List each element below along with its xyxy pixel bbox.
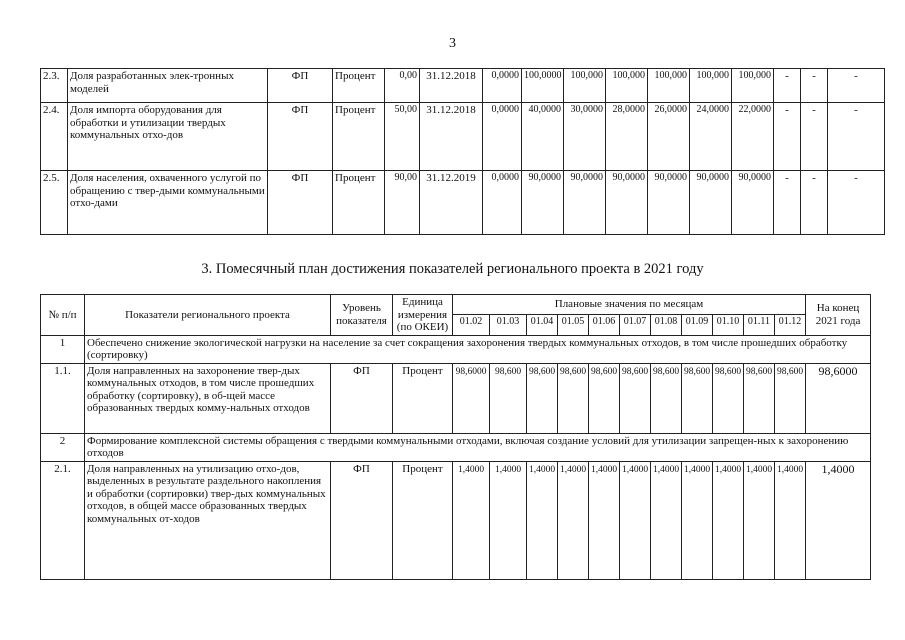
month-value: 1,4000 xyxy=(589,461,620,579)
month-value: 98,600 xyxy=(527,363,558,433)
value-cell: 0,0000 xyxy=(483,103,522,171)
base-value: 0,00 xyxy=(385,69,420,103)
indicator-unit: Процент xyxy=(393,461,453,579)
value-cell: 22,0000 xyxy=(732,103,774,171)
month-value: 1,4000 xyxy=(527,461,558,579)
month-value: 1,4000 xyxy=(775,461,806,579)
value-cell: 100,000 xyxy=(564,69,606,103)
value-cell: 90,0000 xyxy=(522,171,564,235)
indicator-level: ФП xyxy=(268,171,333,235)
base-date: 31.12.2019 xyxy=(420,171,483,235)
indicator-name: Доля импорта оборудования для обработки и утилизации твердых коммунальных отхо-дов xyxy=(68,103,268,171)
empty-value-cell: - xyxy=(774,171,801,235)
value-cell: 0,0000 xyxy=(483,171,522,235)
indicator-level: ФП xyxy=(268,103,333,171)
header-level: Уровень показателя xyxy=(331,295,393,336)
header-num: № п/п xyxy=(41,295,85,336)
indicator-unit: Процент xyxy=(333,69,385,103)
base-value: 90,00 xyxy=(385,171,420,235)
empty-value-cell: - xyxy=(801,69,828,103)
base-date: 31.12.2018 xyxy=(420,69,483,103)
header-unit: Единица измерения (по ОКЕИ) xyxy=(393,295,453,336)
value-cell: 100,000 xyxy=(606,69,648,103)
month-value: 98,6000 xyxy=(453,363,490,433)
section-number: 1 xyxy=(41,335,85,363)
month-value: 98,600 xyxy=(713,363,744,433)
empty-value-cell: - xyxy=(801,171,828,235)
header-indicator: Показатели регионального проекта xyxy=(85,295,331,336)
month-value: 98,600 xyxy=(775,363,806,433)
value-cell: 30,0000 xyxy=(564,103,606,171)
indicator-name: Доля направленных на утилизацию отхо-дов, выделенных в результате раздельного накопления и обработки (сортировки) твер-дых коммунальных отходов, в общей массе образованных твердых коммунальных от-ходов xyxy=(85,461,331,579)
indicator-name: Доля разработанных элек-тронных моделей xyxy=(68,69,268,103)
month-header: 01.08 xyxy=(651,315,682,335)
month-value: 98,600 xyxy=(744,363,775,433)
month-value: 98,600 xyxy=(589,363,620,433)
empty-value-cell: - xyxy=(801,103,828,171)
month-header: 01.02 xyxy=(453,315,490,335)
base-date: 31.12.2018 xyxy=(420,103,483,171)
month-value: 1,4000 xyxy=(744,461,775,579)
empty-value-cell: - xyxy=(774,69,801,103)
month-header: 01.04 xyxy=(527,315,558,335)
end-of-year-value: 98,6000 xyxy=(806,363,871,433)
month-value: 1,4000 xyxy=(453,461,490,579)
month-value: 98,600 xyxy=(682,363,713,433)
value-cell: 100,000 xyxy=(690,69,732,103)
table-row xyxy=(41,363,871,433)
table-row xyxy=(41,103,885,171)
row-number: 2.3. xyxy=(41,69,68,103)
table-row xyxy=(41,171,885,235)
value-cell: 28,0000 xyxy=(606,103,648,171)
value-cell: 100,000 xyxy=(732,69,774,103)
value-cell: 90,0000 xyxy=(564,171,606,235)
month-value: 98,600 xyxy=(490,363,527,433)
indicator-unit: Процент xyxy=(333,103,385,171)
indicator-level: ФП xyxy=(331,363,393,433)
row-number: 2.1. xyxy=(41,461,85,579)
month-value: 1,4000 xyxy=(558,461,589,579)
month-header: 01.10 xyxy=(713,315,744,335)
empty-value-cell: - xyxy=(828,103,885,171)
base-value: 50,00 xyxy=(385,103,420,171)
end-of-year-value: 1,4000 xyxy=(806,461,871,579)
empty-value-cell: - xyxy=(828,69,885,103)
value-cell: 90,0000 xyxy=(648,171,690,235)
month-header: 01.03 xyxy=(490,315,527,335)
table-row xyxy=(41,69,885,103)
section-title-cell: Формирование комплексной системы обращения с твердыми коммунальными отходами, включая создание условий для утилизации запрещен-ных к захоронению отходов xyxy=(85,433,871,461)
empty-value-cell: - xyxy=(774,103,801,171)
indicator-name: Доля населения, охваченного услугой по обращению с твер-дыми коммунальными отхо-дами xyxy=(68,171,268,235)
month-header: 01.12 xyxy=(775,315,806,335)
row-number: 1.1. xyxy=(41,363,85,433)
header-end: На конец 2021 года xyxy=(806,295,871,336)
section-title: 3. Помесячный план достижения показателей регионального проекта в 2021 году xyxy=(201,261,704,277)
page-number: 3 xyxy=(449,36,456,51)
row-number: 2.5. xyxy=(41,171,68,235)
indicator-unit: Процент xyxy=(333,171,385,235)
value-cell: 40,0000 xyxy=(522,103,564,171)
month-value: 1,4000 xyxy=(490,461,527,579)
month-value: 1,4000 xyxy=(651,461,682,579)
indicator-unit: Процент xyxy=(393,363,453,433)
continuation-table xyxy=(40,68,885,235)
month-value: 98,600 xyxy=(620,363,651,433)
value-cell: 90,0000 xyxy=(690,171,732,235)
value-cell: 0,0000 xyxy=(483,69,522,103)
month-value: 98,600 xyxy=(558,363,589,433)
value-cell: 90,0000 xyxy=(606,171,648,235)
month-value: 1,4000 xyxy=(713,461,744,579)
indicator-level: ФП xyxy=(331,461,393,579)
section-row xyxy=(41,335,871,363)
row-number: 2.4. xyxy=(41,103,68,171)
value-cell: 100,000 xyxy=(648,69,690,103)
value-cell: 90,0000 xyxy=(732,171,774,235)
month-value: 1,4000 xyxy=(682,461,713,579)
month-header: 01.09 xyxy=(682,315,713,335)
value-cell: 24,0000 xyxy=(690,103,732,171)
month-value: 1,4000 xyxy=(620,461,651,579)
indicator-level: ФП xyxy=(268,69,333,103)
month-header: 01.11 xyxy=(744,315,775,335)
table-row xyxy=(41,461,871,579)
header-planned: Плановые значения по месяцам xyxy=(453,295,806,315)
empty-value-cell: - xyxy=(828,171,885,235)
monthly-plan-table xyxy=(40,294,871,580)
month-header: 01.05 xyxy=(558,315,589,335)
month-header: 01.06 xyxy=(589,315,620,335)
indicator-name: Доля направленных на захоронение твер-дых коммунальных отходов, в том числе прошедших обработку (сортировку), в об-щей массе образованных твердых комму-нальных отходов xyxy=(85,363,331,433)
section-number: 2 xyxy=(41,433,85,461)
month-header: 01.07 xyxy=(620,315,651,335)
section-row xyxy=(41,433,871,461)
value-cell: 100,0000 xyxy=(522,69,564,103)
section-title-cell: Обеспечено снижение экологической нагрузки на население за счет сокращения захоронения твердых коммунальных отходов, в том числе прошедших обработку (сортировку) xyxy=(85,335,871,363)
value-cell: 26,0000 xyxy=(648,103,690,171)
month-value: 98,600 xyxy=(651,363,682,433)
